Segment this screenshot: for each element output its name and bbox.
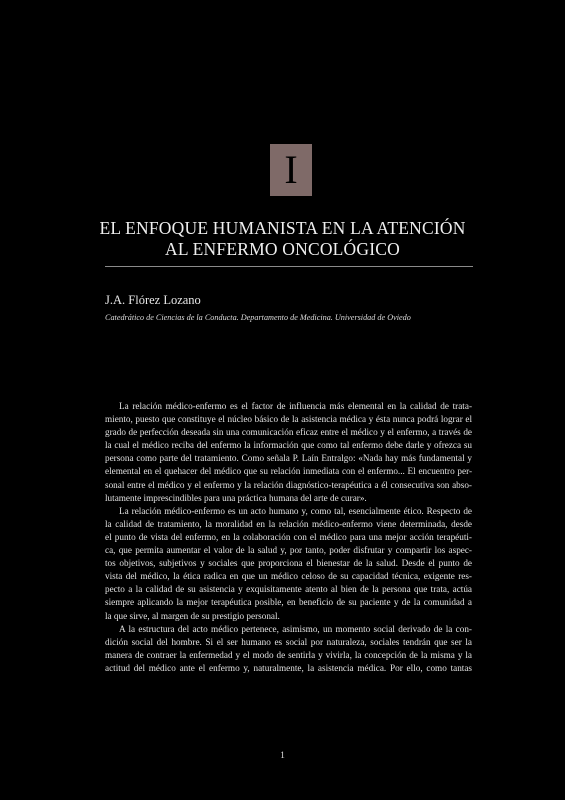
author-name: J.A. Flórez Lozano — [105, 293, 201, 307]
text-line: siempre aplicando la mejor terapéutica posible, en beneficio de su paciente y de la comunidad a — [105, 597, 472, 608]
chapter-title-line-1: EL ENFOQUE HUMANISTA EN LA ATENCIÓN — [99, 218, 466, 238]
paragraph — [105, 400, 472, 505]
author-affiliation: Catedrático de Ciencias de la Conducta. Departamento de Medicina. Universidad de Oviedo — [105, 313, 411, 322]
text-line: dición social del hombre. Si el ser humano es social por naturaleza, sociales tendrán que ser la — [105, 636, 472, 647]
text-line: vista del médico, la ética radica en que un médico celoso de su capacidad técnica, exigente res- — [105, 571, 472, 582]
paragraph — [105, 505, 472, 623]
text-line: manera de contraer la enfermedad y el modo de sentirla y vivirla, la concepción de la misma y la — [105, 649, 472, 660]
text-line: A la estructura del acto médico pertenece, asimismo, un momento social derivado de la con- — [119, 623, 472, 634]
text-line: grado de perfección deseada sin una comunicación eficaz entre el médico y el enfermo, a través de — [105, 427, 472, 438]
chapter-number-box — [270, 144, 312, 196]
text-line: la calidad de tratamiento, la moralidad en la relación médico-enfermo viene determinada, desde — [105, 518, 472, 529]
text-line: la cual el médico reciba del enfermo la información que como tal enfermo debe darle y ofrezca su — [105, 440, 472, 451]
text-line: ca, que permita aumentar el valor de la salud y, por tanto, poder disfrutar y compartir los aspec- — [105, 545, 472, 556]
text-line: pecto a la calidad de su asistencia y exquisitamente atento al bien de la persona que trata, actúa — [105, 584, 472, 595]
body-text — [105, 400, 472, 675]
page-number: 1 — [280, 751, 285, 761]
text-line: el punto de vista del enfermo, en la colaboración con el médico para una mejor acción terapéuti- — [105, 531, 472, 542]
text-line: actitud del médico ante el enfermo y, naturalmente, la asistencia médica. Por ello, como tantas — [105, 662, 472, 673]
text-line: la que sirve, al margen de su prestigio personal. — [105, 610, 280, 621]
chapter-numeral: I — [284, 147, 298, 192]
title-divider — [105, 266, 473, 267]
text-line: lutamente imprescindibles para una práctica humana del arte de curar». — [105, 492, 367, 503]
text-line: persona como parte del tratamiento. Como señala P. Laín Entralgo: «Nada hay más fundamental y — [105, 453, 472, 464]
text-line: elemental en el quehacer del médico que su relación inmediata con el enfermo... El encuentro per- — [105, 466, 472, 477]
text-line: miento, puesto que constituye el núcleo básico de la asistencia médica y ésta nunca podrá lograr el — [105, 414, 472, 425]
text-line: La relación médico-enfermo es un acto humano y, como tal, esencialmente ético. Respecto de — [119, 505, 472, 516]
chapter-title-line-2: AL ENFERMO ONCOLÓGICO — [165, 239, 400, 259]
text-line: sonal entre el médico y el enfermo y la relación diagnóstico-terapéutica a él consecutiva son abso- — [105, 479, 472, 490]
text-line: La relación médico-enfermo es el factor de influencia más elemental en la calidad de trata- — [119, 401, 472, 411]
chapter-title — [90, 218, 475, 260]
text-line: tos objetivos, subjetivos y sociales que proporciona el bienestar de la salud. Desde el punto de — [105, 558, 472, 569]
paragraph — [105, 623, 472, 675]
